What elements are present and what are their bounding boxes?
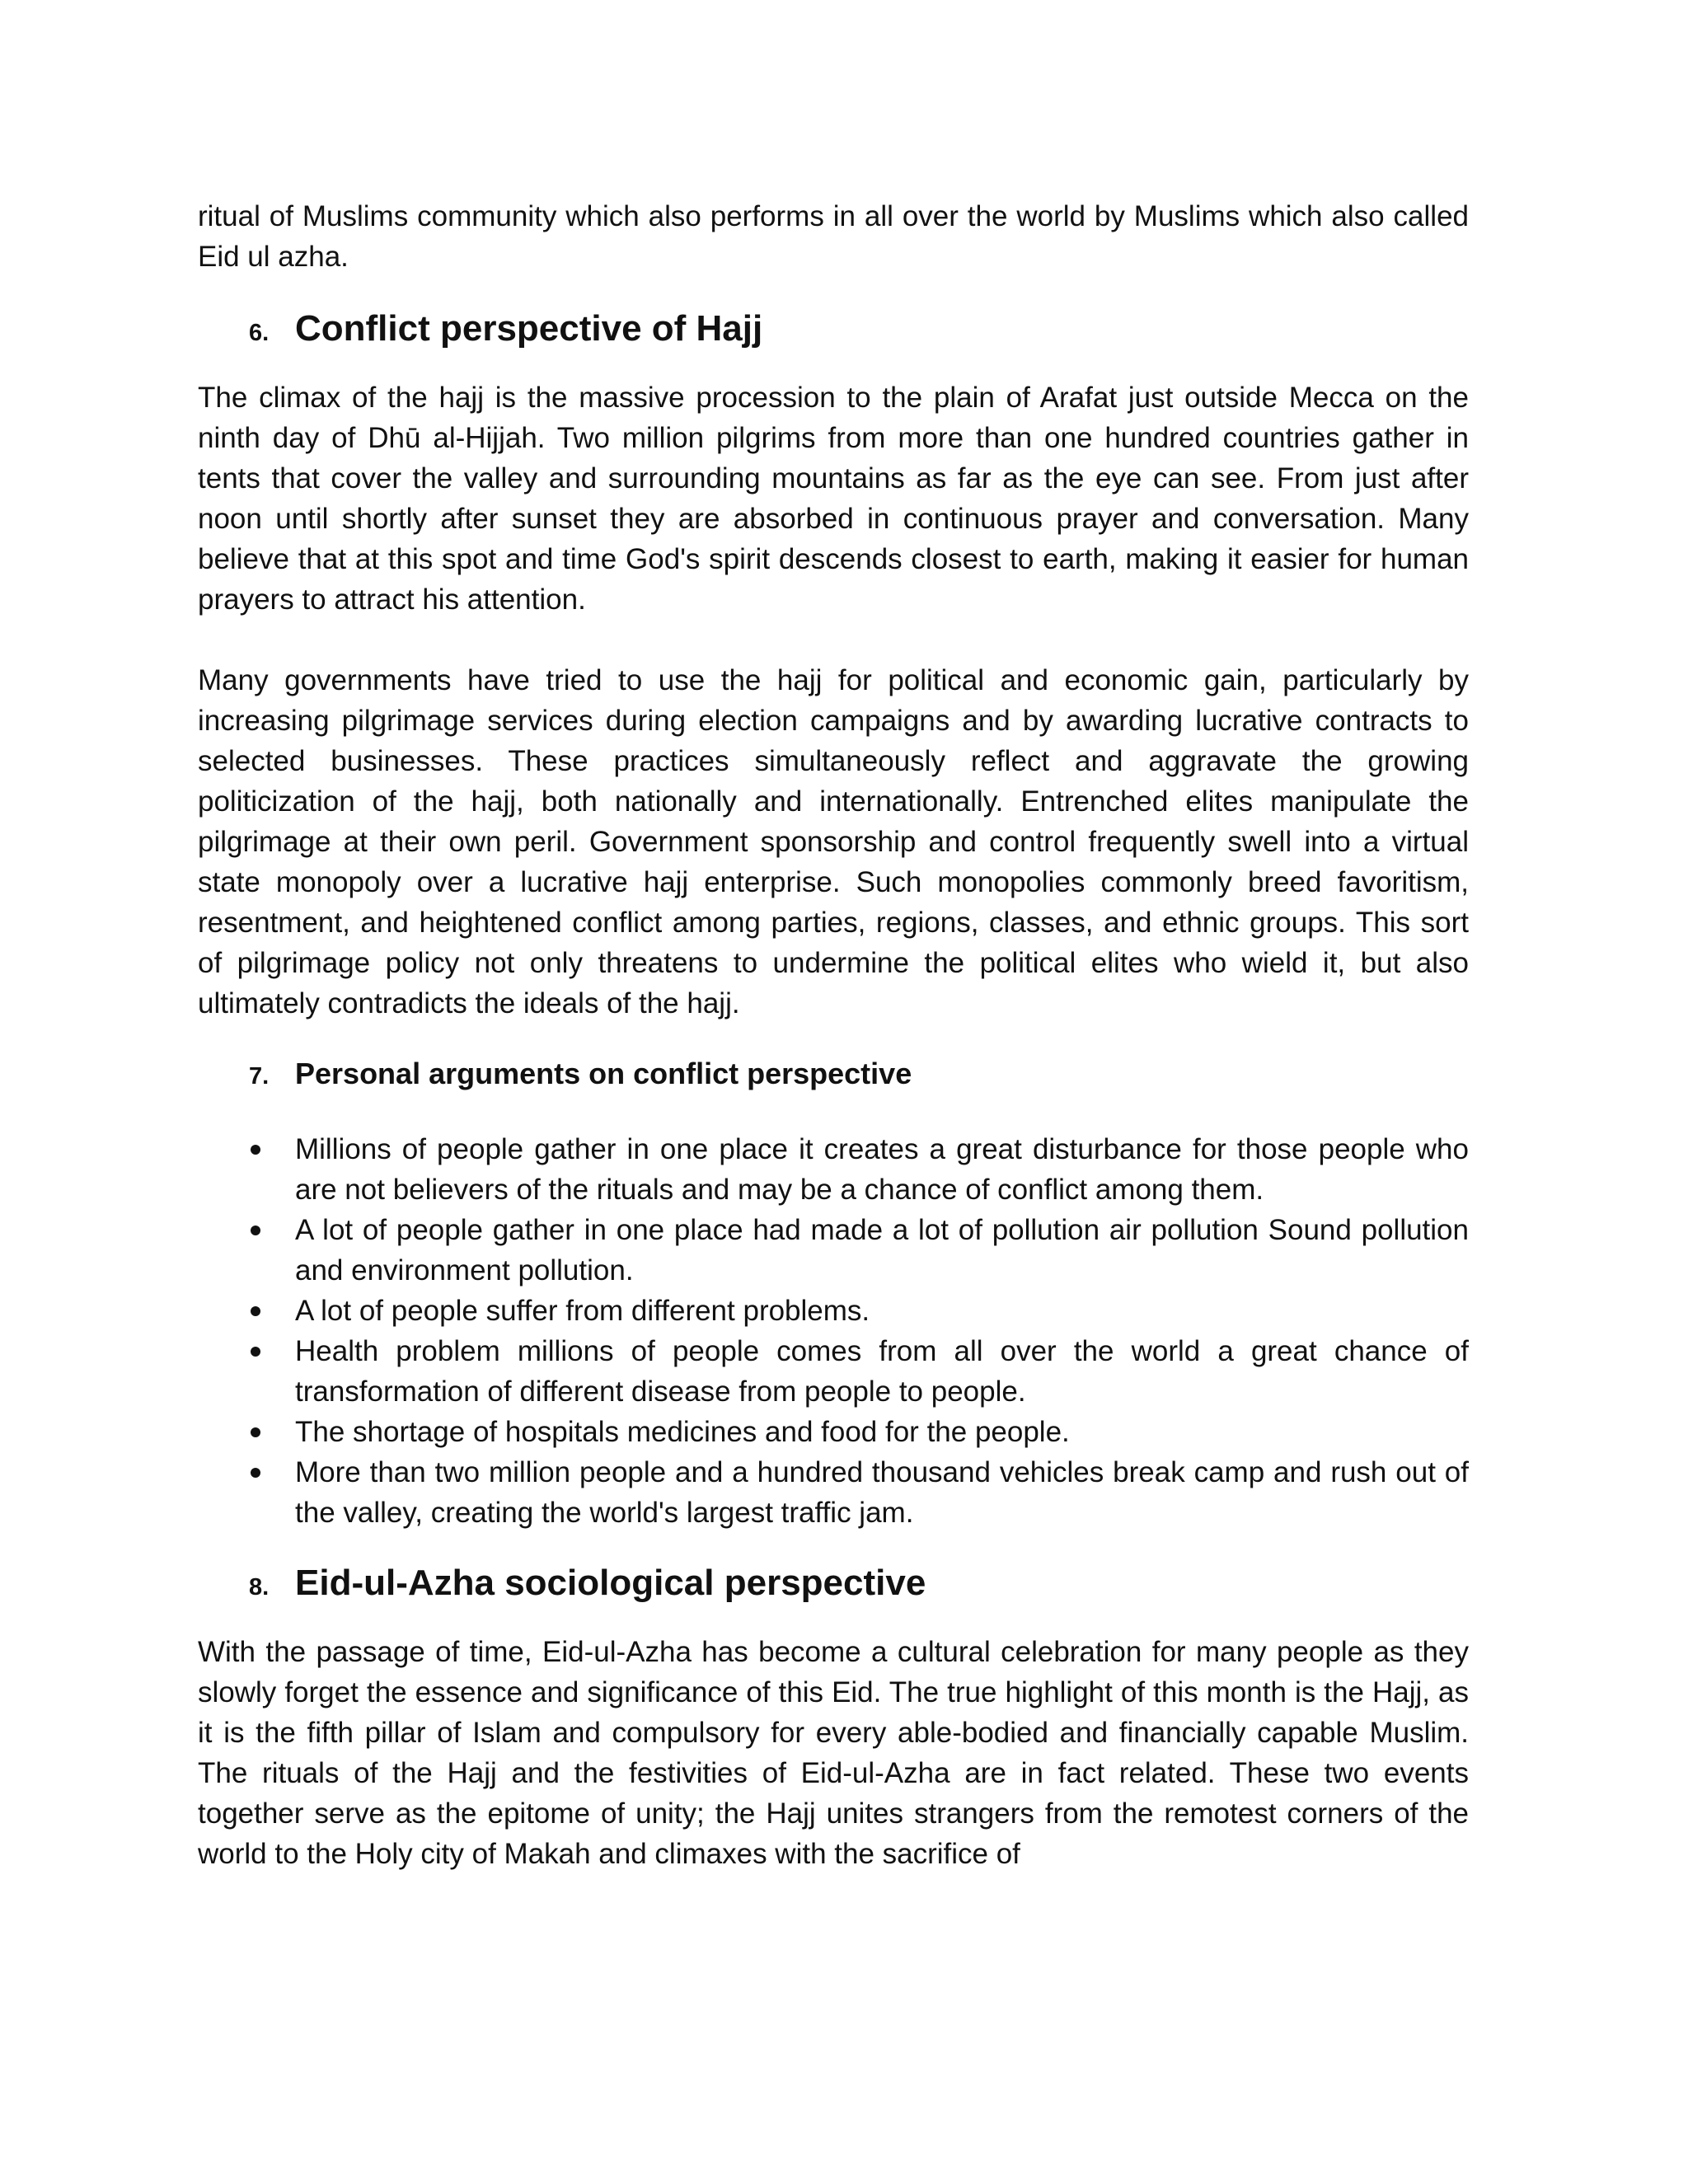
section-8-number: 8. bbox=[249, 1574, 270, 1601]
document-page bbox=[198, 196, 1469, 1874]
section-7-bullet-list bbox=[198, 1129, 1469, 1533]
section-8-title: Eid-ul-Azha sociological perspective bbox=[295, 1563, 926, 1603]
section-6-number: 6. bbox=[249, 320, 270, 346]
section-8-heading bbox=[198, 1563, 1469, 1604]
bullet-icon bbox=[251, 1226, 260, 1235]
section-8-paragraph: With the passage of time, Eid-ul-Azha has become a cultural celebration for many people as they slowly forget the essence and significance of this Eid. The true highlight of this month is the Hajj, as it is the fifth pillar of Islam and compulsory for every able-bodied and financially capable Muslim. The rituals of the Hajj and the festivities of Eid-ul-Azha are in fact related. These two events together serve as the epitome of unity; the Hajj unites strangers from the remotest corners of the world to the Holy city of Makah and climaxes with the sacrifice of bbox=[198, 1636, 1469, 1870]
intro-paragraph: ritual of Muslims community which also performs in all over the world by Muslims which also called Eid ul azha. bbox=[198, 200, 1469, 273]
section-7-number: 7. bbox=[249, 1063, 270, 1090]
bullet-icon bbox=[251, 1468, 260, 1478]
list-item: Millions of people gather in one place it creates a great disturbance for those people who are not believers of the rituals and may be a chance of conflict among them. bbox=[198, 1129, 1469, 1210]
list-item: More than two million people and a hundred thousand vehicles break camp and rush out of the valley, creating the world's largest traffic jam. bbox=[198, 1452, 1469, 1533]
section-7-heading bbox=[198, 1057, 1469, 1091]
section-6-paragraph-2: Many governments have tried to use the hajj for political and economic gain, particularly by increasing pilgrimage services during election campaigns and by awarding lucrative contracts to selected businesses. These practices simultaneously reflect and aggravate the growing politicization of the hajj, both nationally and internationally. Entrenched elites manipulate the pilgrimage at their own peril. Government sponsorship and control frequently swell into a virtual state monopoly over a lucrative hajj enterprise. Such monopolies commonly breed favoritism, resentment, and heightened conflict among parties, regions, classes, and ethnic groups. This sort of pilgrimage policy not only threatens to undermine the political elites who wield it, but also ultimately contradicts the ideals of the hajj. bbox=[198, 664, 1469, 1019]
bullet-icon bbox=[251, 1427, 260, 1437]
bullet-icon bbox=[251, 1306, 260, 1316]
section-6-heading bbox=[198, 308, 1469, 349]
bullet-icon bbox=[251, 1347, 260, 1357]
section-6-paragraph-1: The climax of the hajj is the massive procession to the plain of Arafat just outside Mecca on the ninth day of Dhū al-Hijjah. Two million pilgrims from more than one hundred countries gather in tents that cover the valley and surrounding mountains as far as the eye can see. From just after noon until shortly after sunset they are absorbed in continuous prayer and conversation. Many believe that at this spot and time God's spirit descends closest to earth, making it easier for human prayers to attract his attention. bbox=[198, 382, 1469, 616]
section-6-title: Conflict perspective of Hajj bbox=[295, 308, 763, 349]
list-item: Health problem millions of people comes from all over the world a great chance of transformation of different disease from people to people. bbox=[198, 1331, 1469, 1412]
list-item: A lot of people gather in one place had made a lot of pollution air pollution Sound pollution and environment pollution. bbox=[198, 1210, 1469, 1291]
list-item: The shortage of hospitals medicines and food for the people. bbox=[198, 1412, 1469, 1452]
bullet-icon bbox=[251, 1145, 260, 1155]
section-7-title: Personal arguments on conflict perspective bbox=[295, 1057, 912, 1090]
list-item: A lot of people suffer from different problems. bbox=[198, 1291, 1469, 1331]
